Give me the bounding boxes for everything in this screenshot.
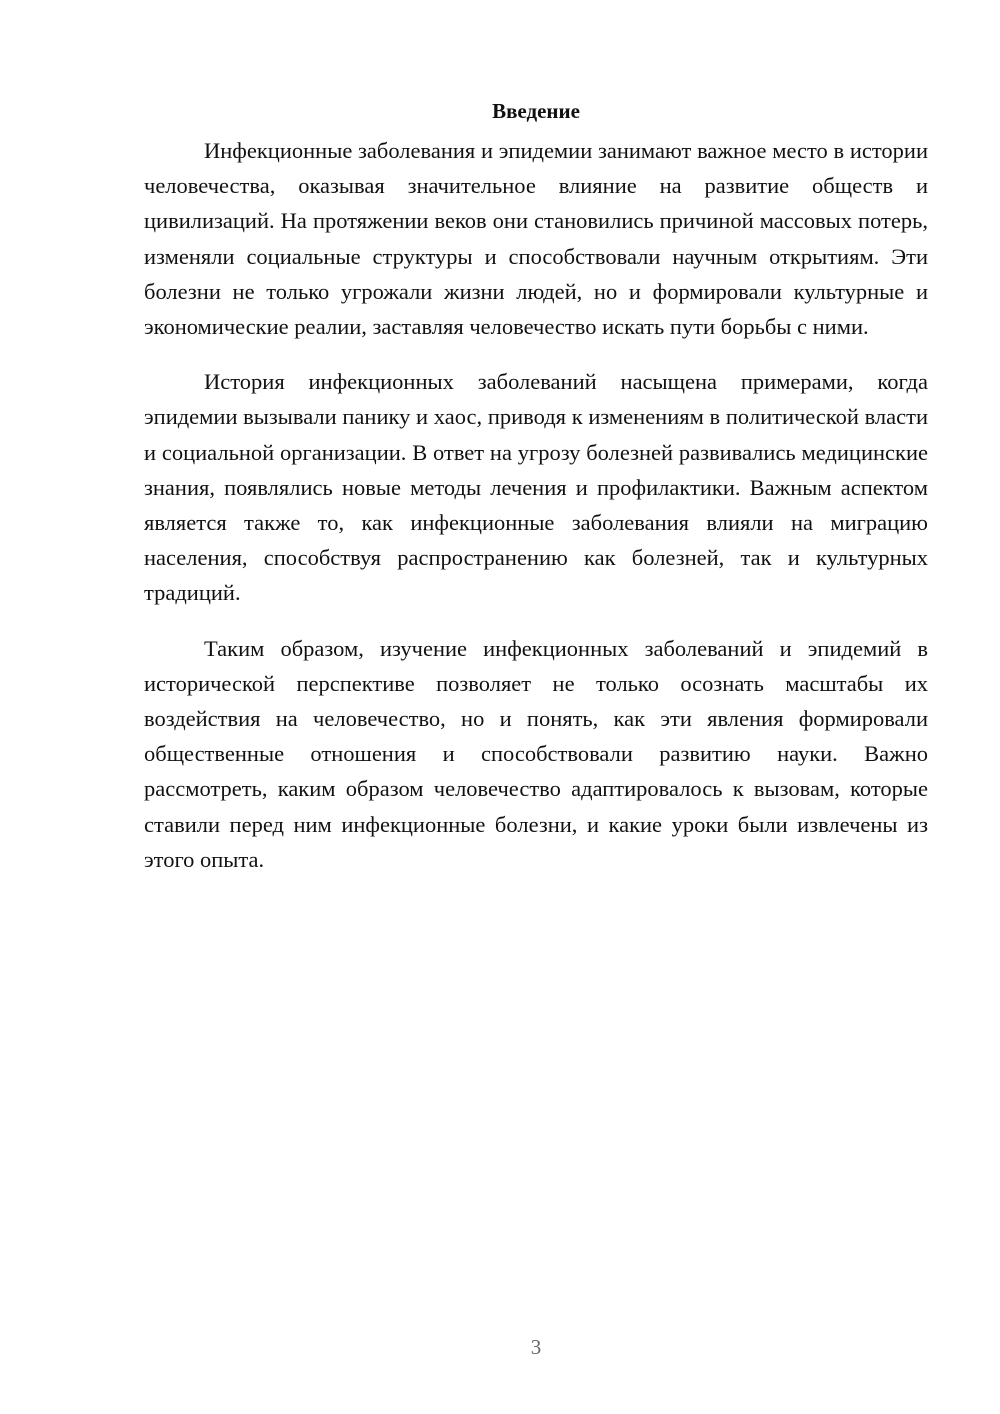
page-number: 3 xyxy=(530,1335,542,1359)
page-content xyxy=(144,96,928,897)
paragraph-3: Таким образом, изучение инфекционных заболеваний и эпидемий в исторической перспективе позволяет не только осознать масштабы их воздействия на человечество, но и понять, как эти явления формировали общественные отношения и способствовали развитию науки. Важно рассмотреть, каким образом человечество адаптировалось к вызовам, которые ставили перед ним инфекционные болезни, и какие уроки были извлечены из этого опыта. xyxy=(144,635,928,872)
section-heading: Введение xyxy=(492,99,580,123)
paragraph-2: История инфекционных заболеваний насыщена примерами, когда эпидемии вызывали панику и хаос, приводя к изменениям в политической власти и социальной организации. В ответ на угрозу болезней развивались медицинские знания, появлялись новые методы лечения и профилактики. Важным аспектом является также то, как инфекционные заболевания влияли на миграцию населения, способствуя распространению как болезней, так и культурных традиций. xyxy=(144,369,928,606)
paragraph-1: Инфекционные заболевания и эпидемии занимают важное место в истории человечества, оказывая значительное влияние на развитие обществ и цивилизаций. На протяжении веков они становились причиной массовых потерь, изменяли социальные структуры и способствовали научным открытиям. Эти болезни не только угрожали жизни людей, но и формировали культурные и экономические реалии, заставляя человечество искать пути борьбы с ними. xyxy=(144,138,928,340)
